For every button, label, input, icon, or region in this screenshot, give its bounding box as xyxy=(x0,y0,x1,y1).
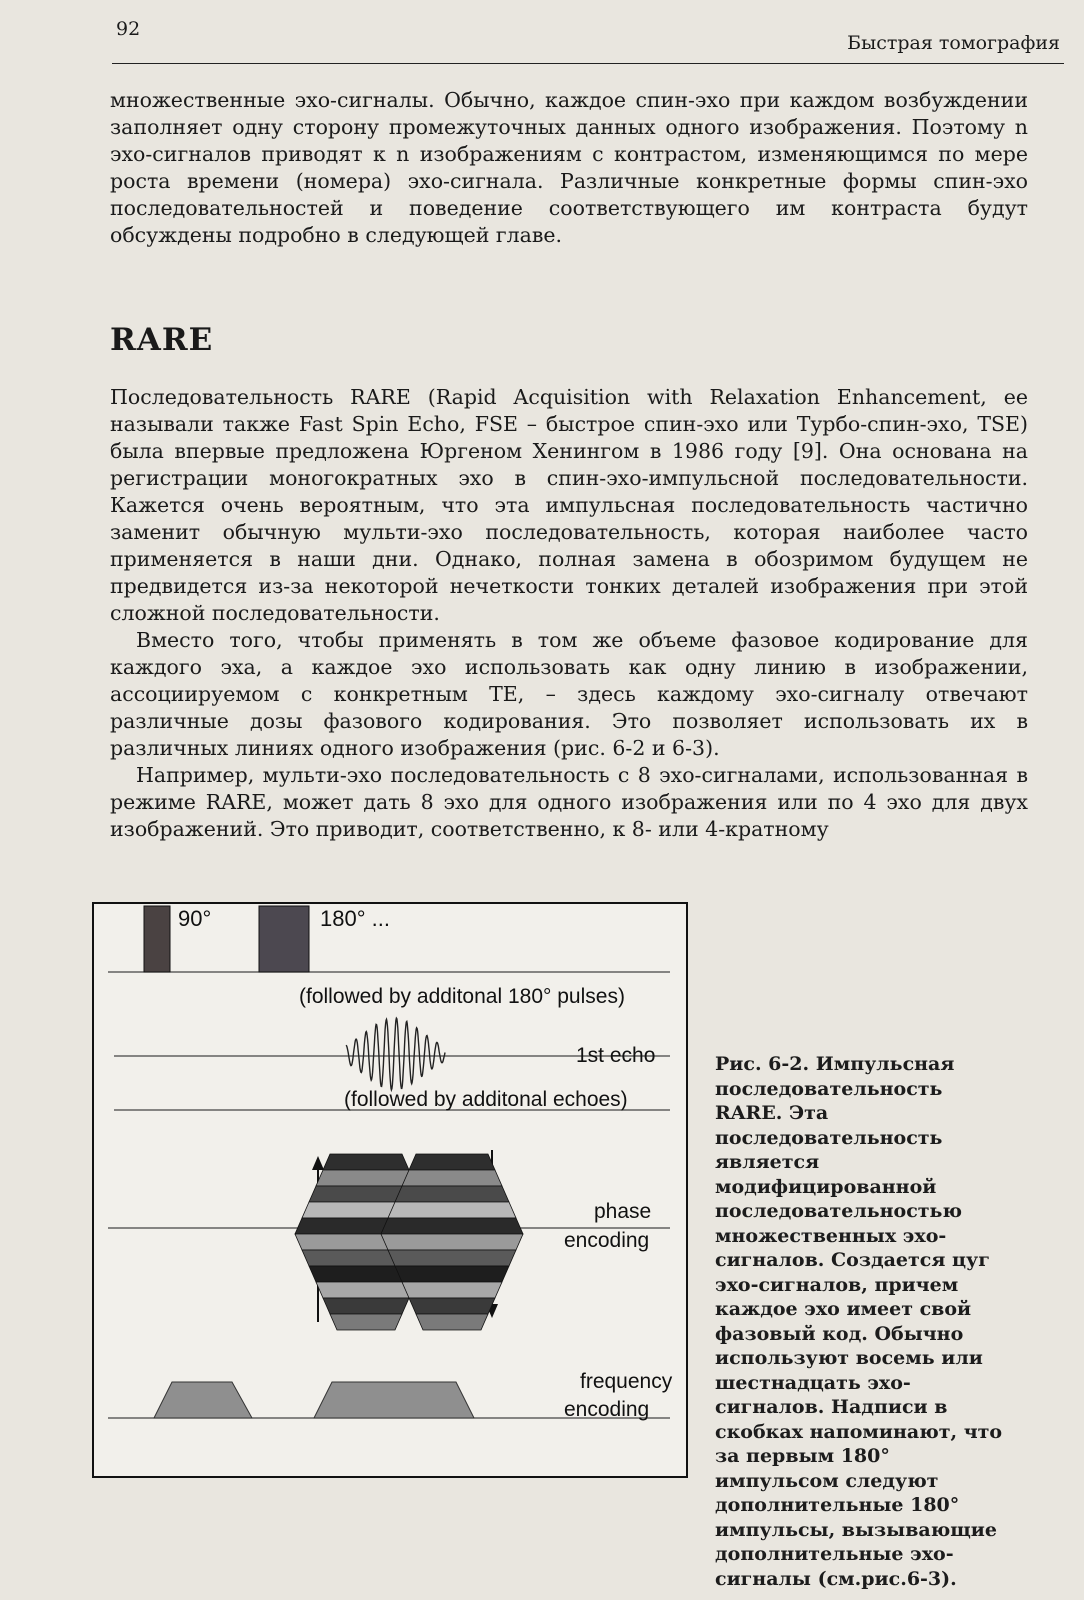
phase-step-block xyxy=(395,1186,509,1202)
phase-step-block xyxy=(409,1298,495,1314)
followed-pulses-note: (followed by additonal 180° pulses) xyxy=(299,985,625,1008)
frequency-readout-1 xyxy=(154,1382,252,1418)
phase-step-block xyxy=(323,1154,409,1170)
phase-step-block xyxy=(330,1314,402,1330)
phase-step-block xyxy=(323,1298,409,1314)
phase-step-block xyxy=(316,1282,416,1298)
pulse-90-label: 90° xyxy=(178,906,212,931)
frequency-label-1: frequency xyxy=(580,1370,673,1393)
echo-waveform xyxy=(346,1018,445,1090)
paragraph-4-text: Например, мульти-эхо последовательность с 8 эхо-сигналами, использованная в режиме RARE, может дать 8 эхо для одного изображения или по 4 эхо для двух изображений. Это приводит, соответственно, к 8- или 4-кратному xyxy=(110,763,1028,841)
pulse-180-block xyxy=(259,906,309,972)
phase-step-block xyxy=(402,1170,502,1186)
paragraph-3-text: Вместо того, чтобы применять в том же объеме фазовое кодирование для каждого эха, а каждое эхо использовать как одну линию в изображении, ассоциируемом с конкретным TE, – здесь каждому эхо-сигналу отвечают различные дозы фазового кодирования. Это позволяет использовать их в различных линиях одного изображения (рис. 6-2 и 6-3). xyxy=(110,628,1028,760)
followed-echoes-note: (followed by additonal echoes) xyxy=(344,1088,628,1111)
echo-label: 1st echo xyxy=(576,1044,656,1067)
section-title: RARE xyxy=(110,322,214,358)
header-rule xyxy=(112,63,1064,64)
phase-step-block xyxy=(402,1282,502,1298)
phase-step-block xyxy=(381,1234,523,1250)
phase-step-block xyxy=(388,1250,516,1266)
phase-step-block xyxy=(316,1170,416,1186)
phase-arrow-up-head xyxy=(312,1156,324,1170)
pulse-180-label: 180° ... xyxy=(320,906,390,931)
caption-text: Импульсная последовательность RARE. Эта последовательность является модифицированной последовательностью множественных эхо-сигналов. Создается цуг эхо-сигналов, причем каждое эхо имеет свой фазовый код. Обычно используют восемь или шестнадцать эхо-сигналов. Надписи в скобках напоминают, что за первым 180° импульсом следуют дополнительные 180° импульсы, вызывающие дополнительные эхо-сигналы (см.рис.6-3). xyxy=(715,1053,1003,1590)
frequency-readout-2 xyxy=(314,1382,474,1418)
phase-step-block xyxy=(416,1314,488,1330)
phase-step-block xyxy=(409,1154,495,1170)
pulse-90-block xyxy=(144,906,170,972)
running-head: Быстрая томография xyxy=(847,32,1060,54)
page-number: 92 xyxy=(116,18,141,40)
pulse-sequence-diagram xyxy=(94,904,686,1476)
paragraph-1-text: множественные эхо-сигналы. Обычно, каждое спин-эхо при каждом возбуждении заполняет одну сторону промежуточных данных одного изображения. Поэтому n эхо-сигналов приводят к n изображениям с контрастом, изменяющимся по мере роста времени (номера) эхо-сигнала. Различные конкретные формы спин-эхо последовательностей и поведение соответствующего им контраста будут обсуждены подробно в следующей главе. xyxy=(110,88,1028,247)
phase-step-block xyxy=(381,1218,523,1234)
paragraph-2-text: Последовательность RARE (Rapid Acquisition with Relaxation Enhancement, ее называли также Fast Spin Echo, FSE – быстрое спин-эхо или Турбо-спин-эхо, TSE) была впервые предложена Юргеном Хенингом в 1986 году [9]. Она основана на регистрации моногократных эхо в спин-эхо-импульсной последовательности. Кажется очень вероятным, что эта импульсная последовательность частично заменит обычную мульти-эхо последовательность, которая наиболее часто применяется в наши дни. Однако, полная замена в обозримом будущем не предвидется из-за некоторой нечеткости тонких деталей изображения при этой сложной последовательности. xyxy=(110,385,1028,625)
rare-sequence-figure xyxy=(92,902,688,1478)
phase-label-2: encoding xyxy=(564,1229,650,1252)
section-body xyxy=(110,384,1028,843)
figure-caption xyxy=(715,1052,1015,1591)
caption-label: Рис. 6-2. xyxy=(715,1053,810,1075)
phase-label-1: phase xyxy=(594,1200,652,1223)
paragraph-1 xyxy=(110,87,1028,249)
phase-step-block xyxy=(395,1266,509,1282)
frequency-label-2: encoding xyxy=(564,1398,650,1421)
phase-step-block xyxy=(388,1202,516,1218)
